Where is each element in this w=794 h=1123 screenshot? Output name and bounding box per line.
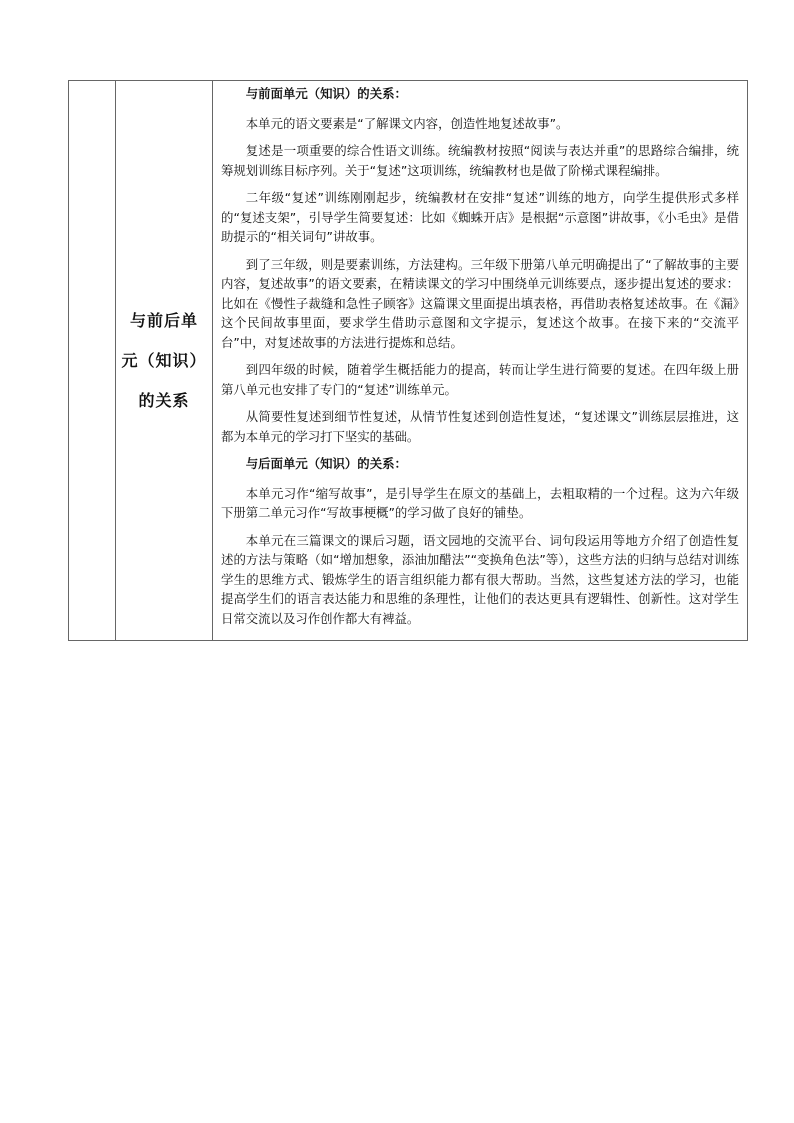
paragraph: 本单元的语文要素是“了解课文内容，创造性地复述故事”。 (245, 115, 569, 131)
paragraph: 到了三年级，则是要素训练，方法建构。三年级下册第八单元明确提出了“了解故事的主要内容，复述故事”的语文要素，在精读课文的学习中围绕单元训练要点，逐步提出复述的要求：比如在《慢性子裁缝和急性子顾客》这篇课文里面提出填表格，再借助表格复述故事。在《漏》这个民间故事里面，要求学生借助示意图和文字提示，复述这个故事。在接下来的“交流平台”中，对复述故事的方法进行提炼和总结。 (221, 256, 739, 350)
row-label-line: 的关系 (138, 390, 190, 410)
paragraph: 复述是一项重要的综合性语文训练。统编教材按照“阅读与表达并重”的思路综合编排，统筹规划训练目标序列。关于“复述”这项训练，统编教材也是做了阶梯式课程编排。 (221, 143, 739, 178)
paragraph: 二年级“复述”训练刚刚起步，统编教材在安排“复述”训练的地方，向学生提供形式多样的“复述支架”，引导学生简要复述：比如《蜘蛛开店》是根据“示意图”讲故事，《小毛虫》是借助提示的“相关词句”讲故事。 (221, 190, 739, 244)
row-label-line: 与前后单 (129, 310, 198, 330)
paragraph: 本单元在三篇课文的课后习题，语文园地的交流平台、词句段运用等地方介绍了创造性复述的方法与策略（如“增加想象，添油加醋法”“变换角色法”等），这些方法的归纳与总结对训练学生的思维方式、锻炼学生的语言组织能力都有很大帮助。当然，这些复述方法的学习，也能提高学生们的语言表达能力和思维的条理性，让他们的表达更具有逻辑性、创新性。这对学生日常交流以及习作创作都大有裨益。 (221, 532, 739, 626)
paragraph: 从简要性复述到细节性复述，从情节性复述到创造性复述，“复述课文”训练层层推进，这都为本单元的学习打下坚实的基础。 (221, 409, 739, 444)
section-heading-previous: 与前面单元（知识）的关系： (245, 86, 407, 101)
paragraph: 本单元习作“缩写故事”，是引导学生在原文的基础上，去粗取精的一个过程。这为六年级下册第二单元习作“写故事梗概”的学习做了良好的铺垫。 (221, 485, 739, 520)
table-row (69, 81, 748, 641)
section-heading-next: 与后面单元（知识）的关系： (245, 456, 407, 471)
content-table (68, 80, 748, 641)
paragraph: 到四年级的时候，随着学生概括能力的提高，转而让学生进行简要的复述。在四年级上册第八单元也安排了专门的“复述”训练单元。 (221, 362, 739, 397)
label-cell (116, 81, 213, 641)
content-cell (213, 81, 748, 641)
empty-cell (69, 81, 116, 641)
row-label (116, 301, 212, 421)
row-label-line: 元（知识） (121, 350, 207, 370)
